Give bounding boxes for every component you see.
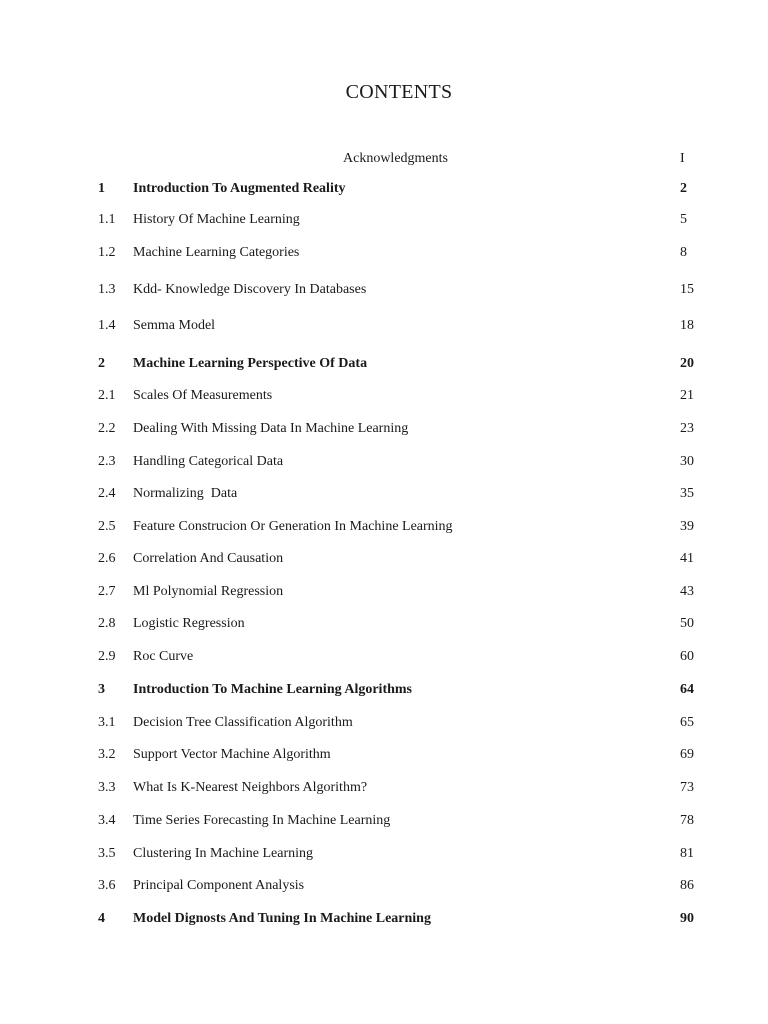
toc-number: 2.9 bbox=[98, 649, 116, 664]
toc-title: Feature Construcion Or Generation In Machine Learning bbox=[133, 519, 453, 534]
toc-page: 2 bbox=[680, 181, 687, 196]
toc-section-row[interactable] bbox=[0, 210, 768, 230]
toc-title: Normalizing Data bbox=[133, 486, 238, 501]
toc-title: Correlation And Causation bbox=[133, 551, 284, 566]
toc-number: 2.6 bbox=[98, 551, 116, 566]
toc-title: Introduction To Machine Learning Algorithms bbox=[133, 682, 413, 697]
toc-page: 39 bbox=[680, 519, 694, 534]
toc-title: Principal Component Analysis bbox=[133, 878, 305, 893]
toc-number: 3.1 bbox=[98, 715, 116, 730]
toc-section-row[interactable] bbox=[0, 280, 768, 300]
toc-page: 73 bbox=[680, 780, 694, 795]
toc-page: 90 bbox=[680, 911, 694, 926]
toc-number: 3.3 bbox=[98, 780, 116, 795]
toc-number: 3.5 bbox=[98, 846, 116, 861]
toc-section-row[interactable] bbox=[0, 419, 768, 439]
toc-page: 35 bbox=[680, 486, 694, 501]
toc-acknowledgments-row[interactable] bbox=[0, 149, 768, 169]
toc-number: 1.4 bbox=[98, 318, 116, 333]
toc-number: 2.1 bbox=[98, 388, 116, 403]
toc-page: 64 bbox=[680, 682, 694, 697]
toc-page: 23 bbox=[680, 421, 694, 436]
toc-title: Time Series Forecasting In Machine Learning bbox=[133, 813, 391, 828]
toc-number: 3.2 bbox=[98, 747, 116, 762]
toc-page: 69 bbox=[680, 747, 694, 762]
toc-chapter-row[interactable] bbox=[0, 354, 768, 374]
toc-page: 78 bbox=[680, 813, 694, 828]
toc-number: 1.1 bbox=[98, 212, 116, 227]
toc-section-row[interactable] bbox=[0, 243, 768, 263]
toc-number: 4 bbox=[98, 911, 105, 926]
page-title: CONTENTS bbox=[345, 81, 453, 103]
toc-title: Scales Of Measurements bbox=[133, 388, 273, 403]
toc-page: 41 bbox=[680, 551, 694, 566]
toc-acknowledgments-page: I bbox=[680, 151, 685, 166]
toc-title: Ml Polynomial Regression bbox=[133, 584, 284, 599]
toc-number: 3 bbox=[98, 682, 105, 697]
toc-number: 2.2 bbox=[98, 421, 116, 436]
toc-section-row[interactable] bbox=[0, 876, 768, 896]
toc-number: 1.3 bbox=[98, 282, 116, 297]
toc-number: 2 bbox=[98, 356, 105, 371]
toc-section-row[interactable] bbox=[0, 745, 768, 765]
toc-title: Handling Categorical Data bbox=[133, 454, 284, 469]
toc-number: 1.2 bbox=[98, 245, 116, 260]
toc-title: Kdd- Knowledge Discovery In Databases bbox=[133, 282, 367, 297]
toc-section-row[interactable] bbox=[0, 778, 768, 798]
toc-page: 50 bbox=[680, 616, 694, 631]
toc-page: 21 bbox=[680, 388, 694, 403]
toc-section-row[interactable] bbox=[0, 811, 768, 831]
toc-section-row[interactable] bbox=[0, 452, 768, 472]
toc-title: Model Dignosts And Tuning In Machine Learning bbox=[133, 911, 431, 926]
toc-title: Semma Model bbox=[133, 318, 216, 333]
toc-section-row[interactable] bbox=[0, 484, 768, 504]
toc-page: 43 bbox=[680, 584, 694, 599]
toc-section-row[interactable] bbox=[0, 549, 768, 569]
toc-chapter-row[interactable] bbox=[0, 680, 768, 700]
toc-title: What Is K-Nearest Neighbors Algorithm? bbox=[133, 780, 368, 795]
toc-section-row[interactable] bbox=[0, 844, 768, 864]
toc-title: Introduction To Augmented Reality bbox=[133, 181, 346, 196]
toc-title: Support Vector Machine Algorithm bbox=[133, 747, 331, 762]
toc-acknowledgments-label: Acknowledgments bbox=[343, 151, 448, 166]
toc-title: Machine Learning Categories bbox=[133, 245, 300, 260]
toc-title: Roc Curve bbox=[133, 649, 194, 664]
toc-section-row[interactable] bbox=[0, 713, 768, 733]
toc-page: 20 bbox=[680, 356, 694, 371]
toc-number: 2.3 bbox=[98, 454, 116, 469]
toc-section-row[interactable] bbox=[0, 316, 768, 336]
toc-number: 2.5 bbox=[98, 519, 116, 534]
toc-section-row[interactable] bbox=[0, 517, 768, 537]
toc-number: 3.4 bbox=[98, 813, 116, 828]
toc-title: Decision Tree Classification Algorithm bbox=[133, 715, 353, 730]
toc-page: 30 bbox=[680, 454, 694, 469]
toc-title: Dealing With Missing Data In Machine Learning bbox=[133, 421, 409, 436]
toc-page: 8 bbox=[680, 245, 687, 260]
toc-page: 5 bbox=[680, 212, 687, 227]
toc-title: Machine Learning Perspective Of Data bbox=[133, 356, 368, 371]
toc-title: Logistic Regression bbox=[133, 616, 245, 631]
toc-chapter-row[interactable] bbox=[0, 909, 768, 929]
toc-page: 81 bbox=[680, 846, 694, 861]
toc-number: 2.4 bbox=[98, 486, 116, 501]
toc-title: Clustering In Machine Learning bbox=[133, 846, 314, 861]
toc-page: 60 bbox=[680, 649, 694, 664]
toc-page: 18 bbox=[680, 318, 694, 333]
toc-page: 65 bbox=[680, 715, 694, 730]
toc-section-row[interactable] bbox=[0, 614, 768, 634]
toc-number: 3.6 bbox=[98, 878, 116, 893]
toc-chapter-row[interactable] bbox=[0, 179, 768, 199]
toc-section-row[interactable] bbox=[0, 647, 768, 667]
toc-title: History Of Machine Learning bbox=[133, 212, 300, 227]
toc-page: 86 bbox=[680, 878, 694, 893]
toc-section-row[interactable] bbox=[0, 386, 768, 406]
toc-number: 2.8 bbox=[98, 616, 116, 631]
toc-section-row[interactable] bbox=[0, 582, 768, 602]
toc-page: 15 bbox=[680, 282, 694, 297]
toc-number: 1 bbox=[98, 181, 105, 196]
toc-number: 2.7 bbox=[98, 584, 116, 599]
